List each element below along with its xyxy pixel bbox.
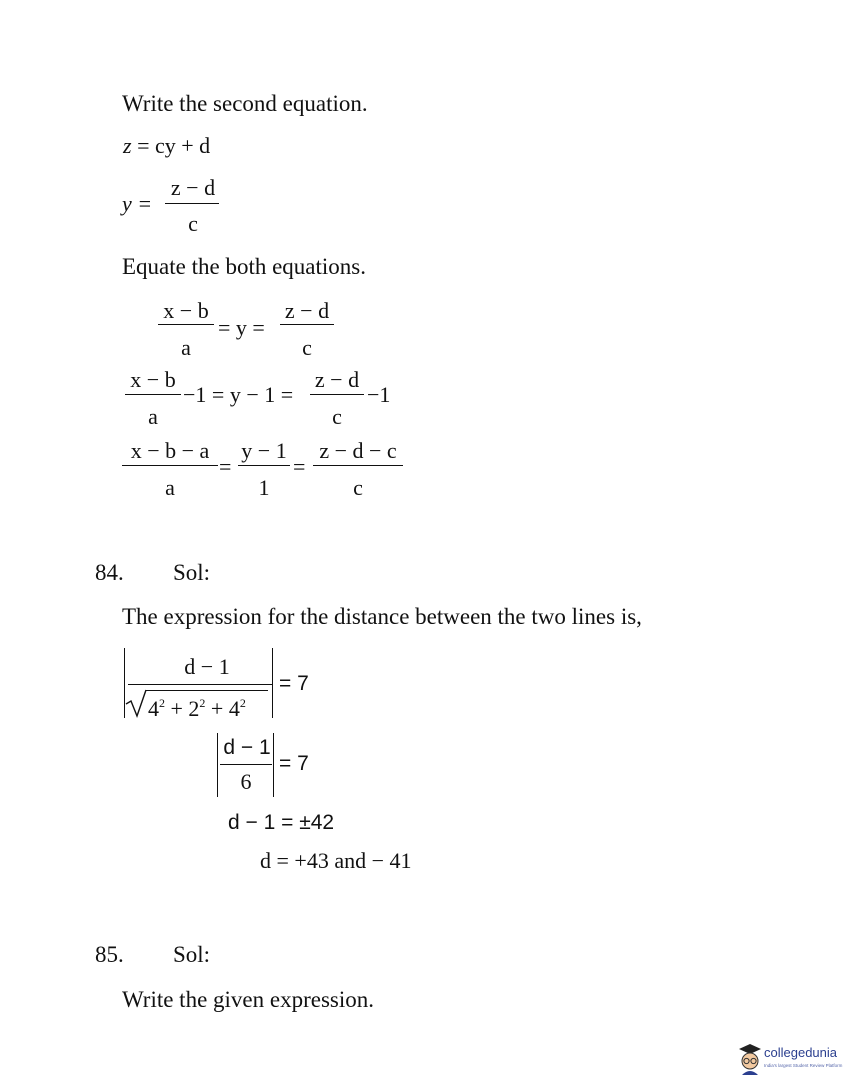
q84-step3: d − 1 = ±42 bbox=[228, 811, 335, 834]
row2-f1-den: a bbox=[148, 404, 158, 429]
radicand-plus-1: + bbox=[170, 696, 183, 721]
radicand-base-3: 4 bbox=[228, 696, 240, 721]
row1-f1-bar bbox=[158, 324, 214, 325]
sqrt-radicand bbox=[148, 697, 246, 720]
abs1-num: d − 1 bbox=[184, 654, 230, 679]
q85-number: 85. bbox=[95, 942, 124, 967]
row2-f1-num: x − b bbox=[130, 367, 176, 392]
row3-f3-bar bbox=[313, 465, 403, 466]
row2-f2-bar bbox=[310, 394, 364, 395]
equation-z bbox=[123, 135, 210, 157]
row3-f2-den: 1 bbox=[258, 475, 270, 500]
q85-statement: Write the given expression. bbox=[122, 987, 375, 1012]
row3-eq-a: = bbox=[219, 454, 232, 479]
row3-f2-num: y − 1 bbox=[241, 438, 287, 463]
abs2-right-bar bbox=[273, 733, 274, 797]
radicand-exp-3: 2 bbox=[239, 696, 246, 710]
row3-f3-den: c bbox=[353, 475, 363, 500]
eq-rhs: = cy + d bbox=[137, 133, 211, 158]
abs1-fraction-bar bbox=[128, 684, 272, 685]
abs1-rhs: = 7 bbox=[279, 672, 309, 695]
radicand-exp-2: 2 bbox=[199, 696, 206, 710]
brand-name: collegedunia bbox=[764, 1045, 838, 1060]
row1-f2-num: z − d bbox=[284, 298, 330, 323]
q84-statement: The expression for the distance between the two lines is, bbox=[122, 604, 642, 629]
row1-f2-bar bbox=[280, 324, 334, 325]
radicand-exp-1: 2 bbox=[159, 696, 165, 710]
fraction-numerator: z − d bbox=[170, 175, 216, 200]
row2-f2-den: c bbox=[332, 404, 342, 429]
sqrt-overline bbox=[146, 690, 268, 691]
q84-number: 84. bbox=[95, 560, 124, 585]
fraction-denominator: c bbox=[188, 211, 198, 236]
abs2-left-bar bbox=[217, 733, 218, 797]
equation-y-label: y = bbox=[122, 191, 153, 216]
abs2-fraction-bar bbox=[220, 764, 272, 765]
q84-sol-label: Sol: bbox=[173, 560, 211, 585]
abs2-den: 6 bbox=[240, 769, 252, 794]
row3-f3-num: z − d − c bbox=[319, 438, 397, 463]
row1-f1-num: x − b bbox=[163, 298, 209, 323]
row1-f2-den: c bbox=[302, 335, 312, 360]
intro-text: Write the second equation. bbox=[122, 91, 368, 116]
radicand-base-1: 4 bbox=[148, 696, 159, 721]
row2-f1-bar bbox=[125, 394, 181, 395]
row1-f1-den: a bbox=[181, 335, 191, 360]
equate-text: Equate the both equations. bbox=[122, 254, 366, 279]
row2-tail: −1 bbox=[367, 382, 391, 407]
radicand-base-2: 2 bbox=[188, 696, 200, 721]
row3-eq-b: = bbox=[293, 454, 306, 479]
row3-f1-den: a bbox=[165, 475, 175, 500]
student-mascot-icon bbox=[736, 1041, 764, 1077]
abs2-rhs: = 7 bbox=[279, 752, 309, 775]
row2-f2-num: z − d bbox=[314, 367, 360, 392]
row3-f1-bar bbox=[122, 465, 218, 466]
row3-f2-bar bbox=[238, 465, 290, 466]
fraction-bar bbox=[165, 203, 219, 204]
eq-var-z: z bbox=[123, 133, 132, 158]
row3-f1-num: x − b − a bbox=[130, 438, 210, 463]
brand-tagline: India's largest Student Review Platform bbox=[764, 1063, 843, 1068]
q85-sol-label: Sol: bbox=[173, 942, 211, 967]
collegedunia-logo bbox=[736, 1039, 854, 1079]
radicand-plus-2: + bbox=[210, 696, 224, 721]
row2-mid: −1 = y − 1 = bbox=[183, 382, 294, 407]
abs1-right-bar bbox=[272, 648, 273, 718]
q84-step4: d = +43 and − 41 bbox=[260, 848, 412, 873]
abs2-num: d − 1 bbox=[223, 736, 271, 759]
sqrt-icon bbox=[124, 688, 150, 718]
row1-mid: = y = bbox=[218, 315, 265, 340]
